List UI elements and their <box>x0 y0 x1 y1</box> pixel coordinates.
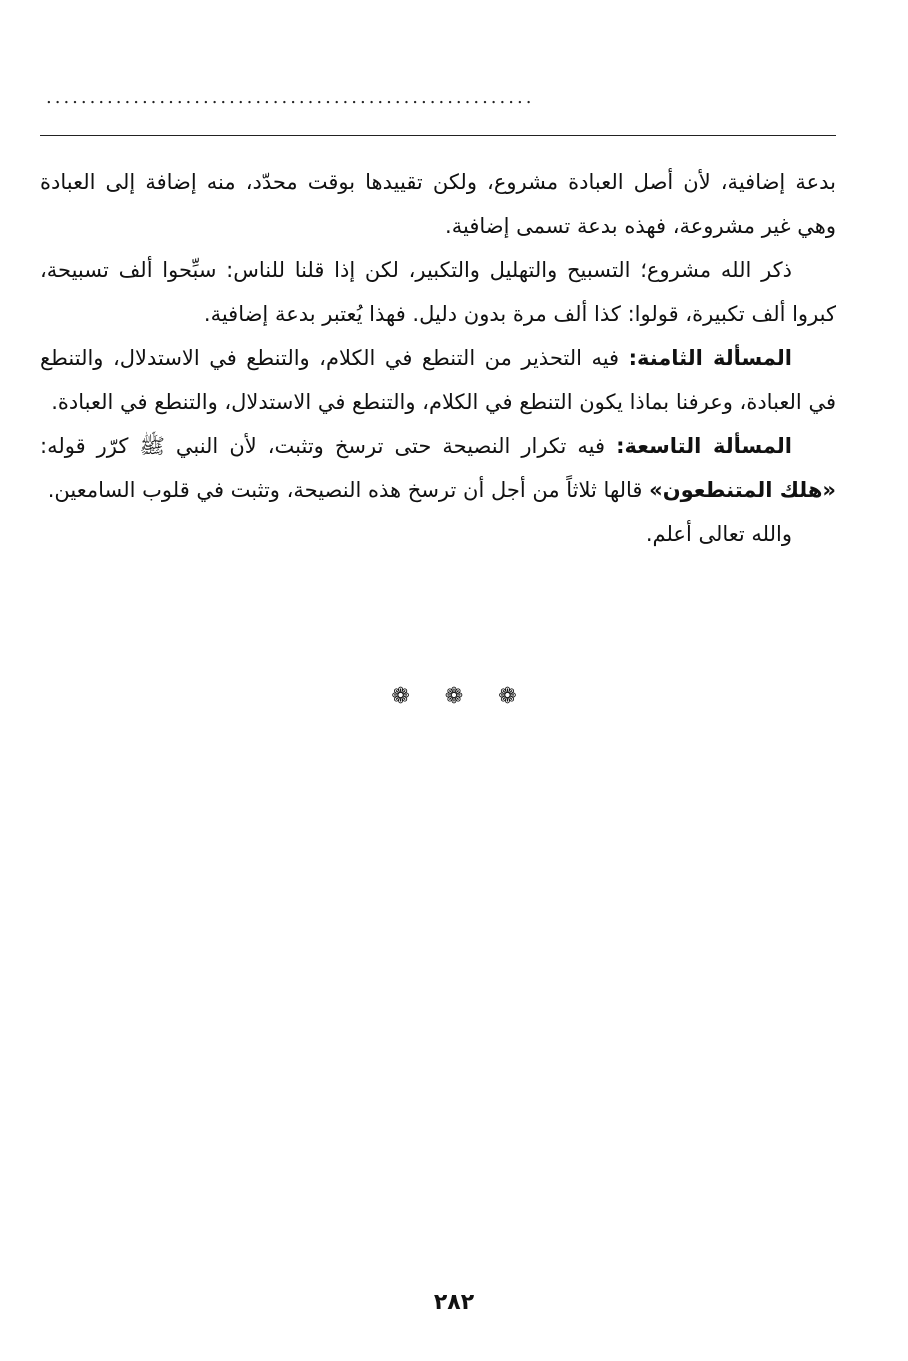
ornament-icon: ❁ <box>444 684 464 709</box>
page-number: ٢٨٢ <box>433 1290 475 1315</box>
paragraph-issue-eight <box>40 336 836 424</box>
paragraph-issue-nine <box>40 424 836 512</box>
header-rule <box>40 135 836 136</box>
issue-nine-text-a: فيه تكرار النصيحة حتى ترسخ وتثبت، لأن النبي ﷺ كرّر قوله: <box>40 434 617 458</box>
paragraph-1-text: بدعة إضافية، لأن أصل العبادة مشروع، ولكن تقييدها بوقت محدّد، منه إضافة إلى العبادة وهي غير مشروعة، فهذه بدعة تسمى إضافية. <box>40 170 836 238</box>
hadith-quote: «هلك المتنطعون» <box>649 478 836 502</box>
paragraph-dhikr <box>40 248 836 336</box>
issue-eight-text: فيه التحذير من التنطع في الكلام، والتنطع في الاستدلال، والتنطع في العبادة، وعرفنا بماذا يكون التنطع في الكلام، والتنطع في الاستدلال، والتنطع في العبادة. <box>40 346 836 414</box>
header-dotted-line: ........................................................ <box>46 88 535 108</box>
ornament-icon: ❁ <box>391 684 410 709</box>
ornament-icon: ❁ <box>498 684 517 709</box>
section-divider-ornaments <box>0 683 908 711</box>
issue-eight-heading: المسألة الثامنة: <box>628 346 792 370</box>
page-body <box>40 160 836 556</box>
issue-nine-text-b: قالها ثلاثاً من أجل أن ترسخ هذه النصيحة، وتثبت في قلوب السامعين. <box>47 478 650 502</box>
paragraph-closing <box>40 512 836 556</box>
issue-nine-heading: المسألة التاسعة: <box>616 434 793 458</box>
paragraph-continuation <box>40 160 836 248</box>
closing-text: والله تعالى أعلم. <box>645 522 792 546</box>
paragraph-2-text: ذكر الله مشروع؛ التسبيح والتهليل والتكبير، لكن إذا قلنا للناس: سبِّحوا ألف تسبيحة، كبروا ألف تكبيرة، قولوا: كذا ألف مرة بدون دليل. فهذا يُعتبر بدعة إضافية. <box>40 258 836 326</box>
